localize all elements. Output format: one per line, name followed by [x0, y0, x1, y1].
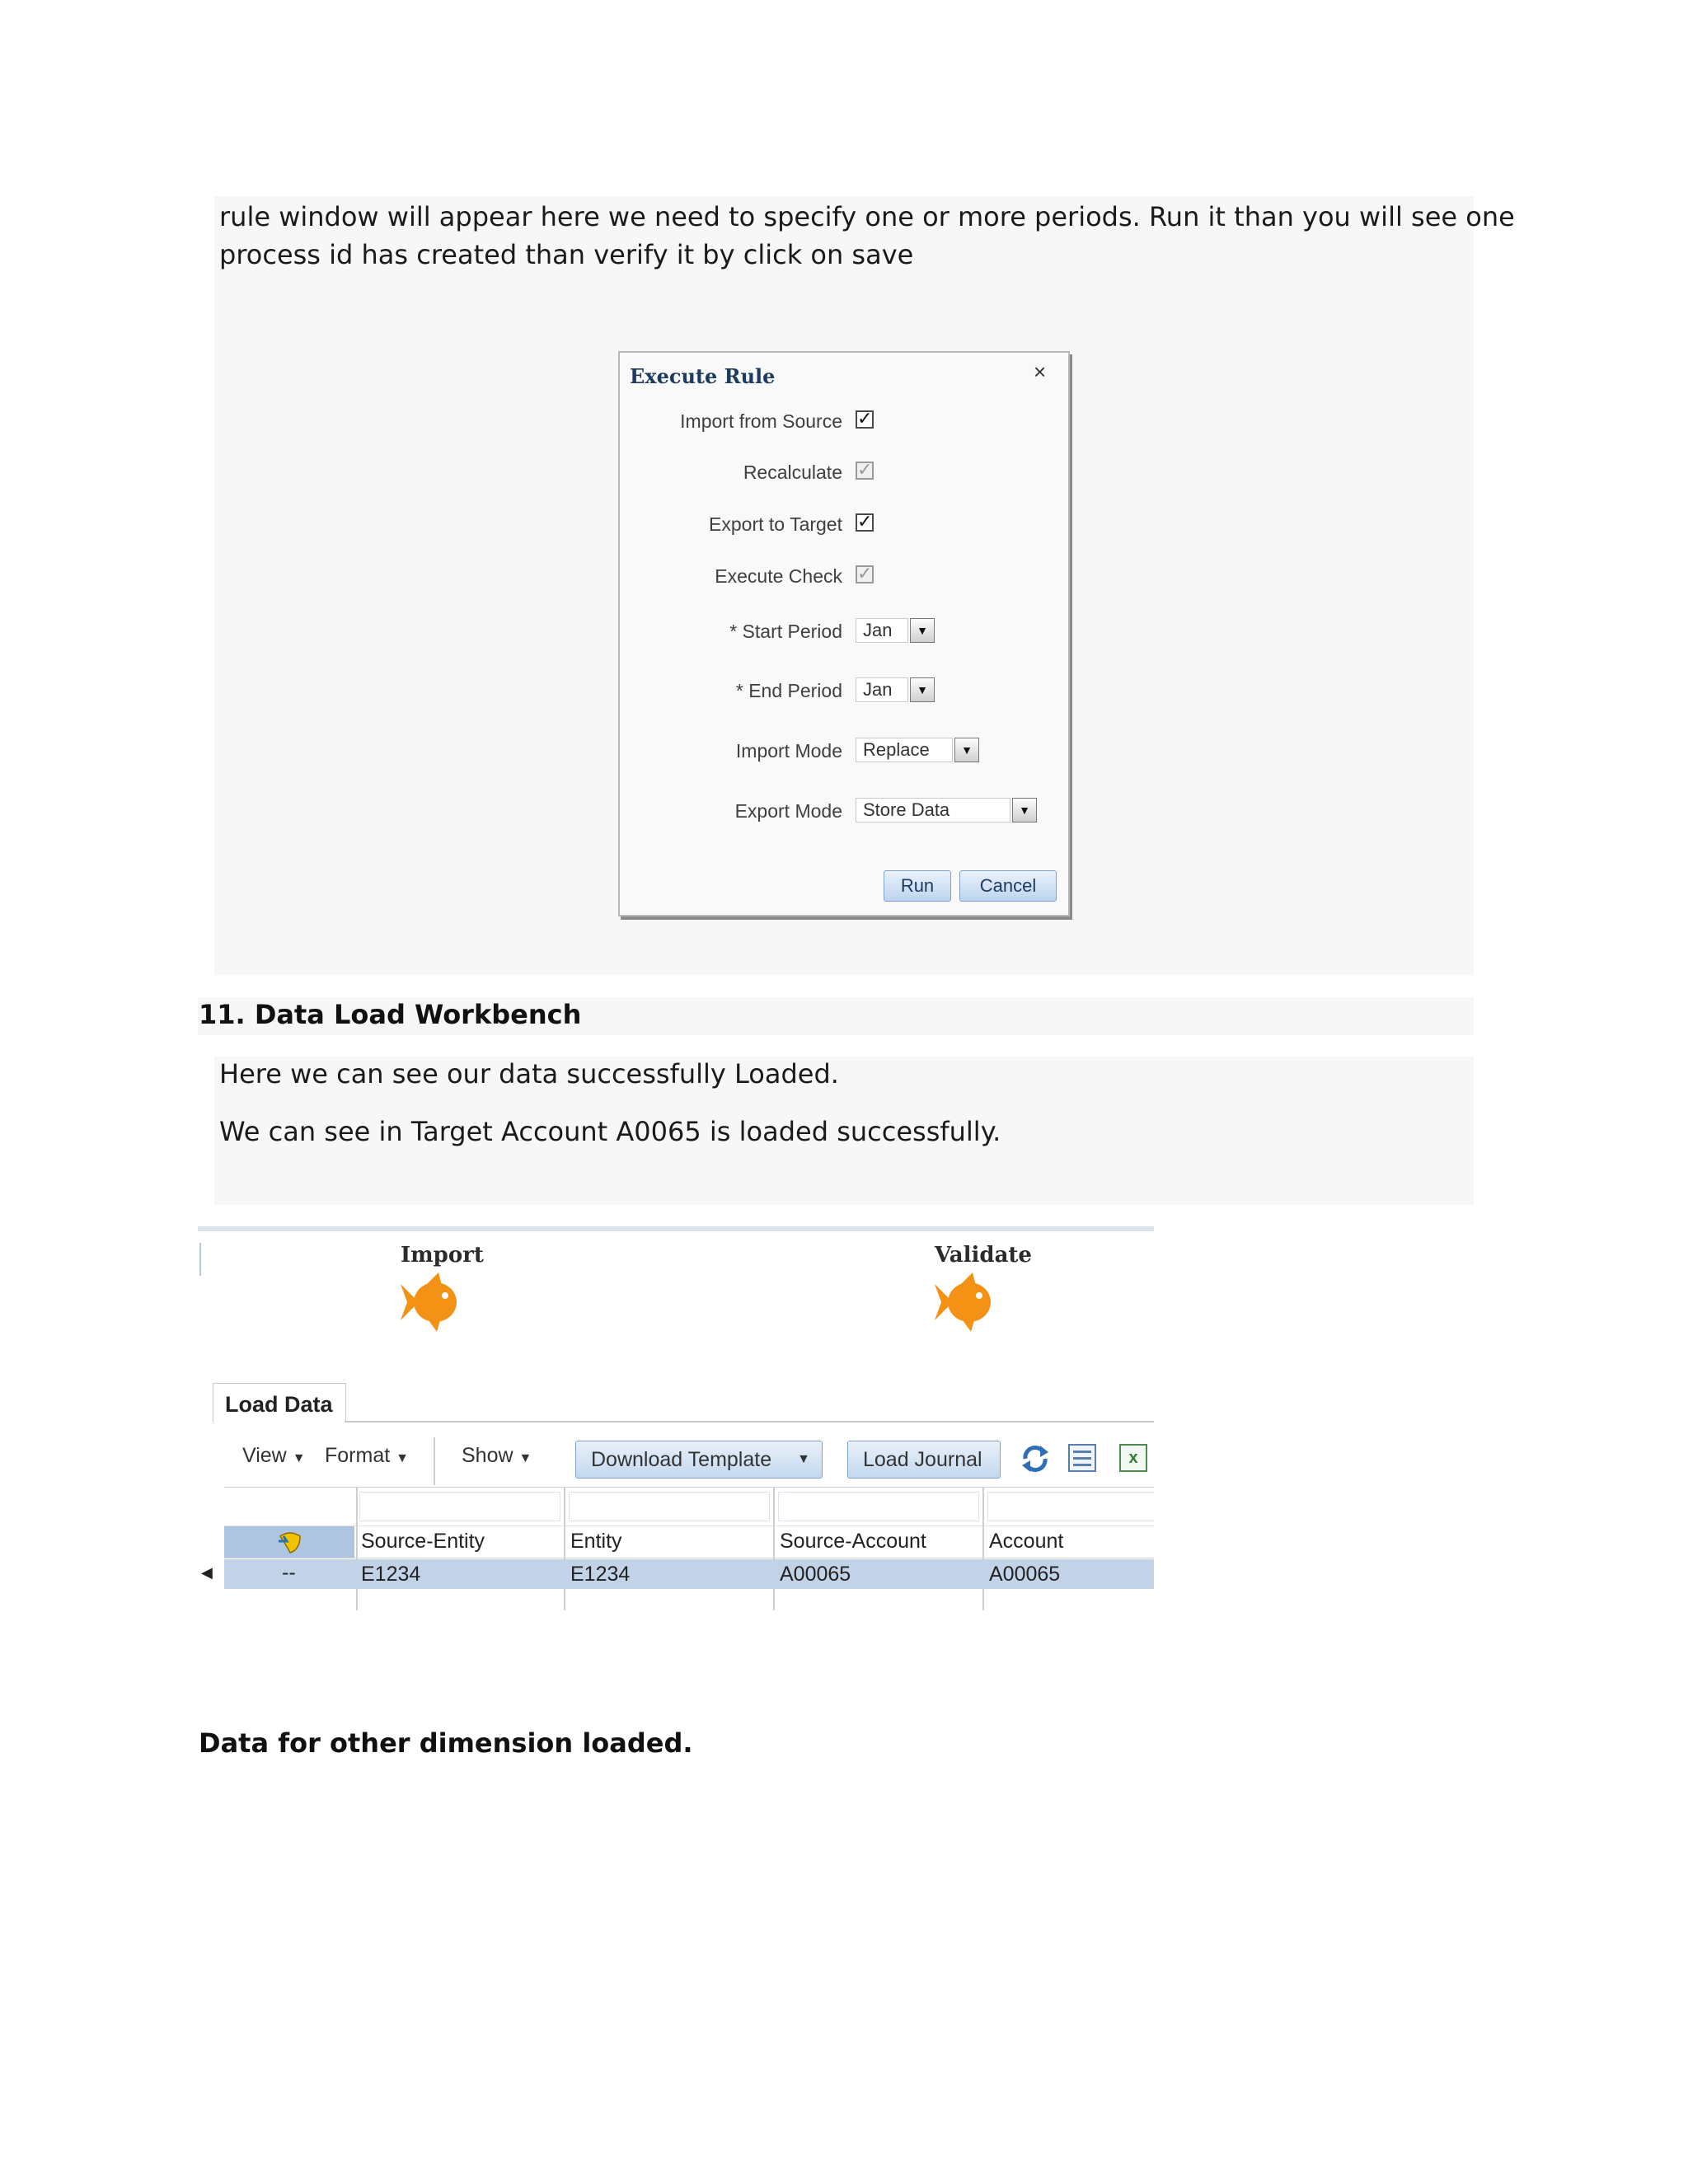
caret-down-icon: ▼: [292, 1451, 306, 1465]
column-header-source-account[interactable]: Source-Account: [780, 1530, 926, 1553]
fish-icon[interactable]: [399, 1272, 460, 1332]
caret-down-icon: ▼: [797, 1452, 810, 1466]
start-period-dropdown-icon[interactable]: ▼: [910, 618, 935, 643]
import-from-source-checkbox[interactable]: ✓: [857, 408, 873, 429]
cell-account: A00065: [989, 1563, 1061, 1586]
column-divider: [773, 1487, 775, 1610]
tab-load-data[interactable]: Load Data: [213, 1383, 346, 1422]
export-to-target-checkbox[interactable]: ✓: [857, 511, 873, 532]
start-period-label: * Start Period: [729, 621, 842, 642]
workbench-panel: [198, 1226, 1154, 1625]
export-mode-dropdown-icon[interactable]: ▼: [1012, 798, 1037, 823]
caret-down-icon: ▼: [518, 1451, 532, 1465]
download-template-button[interactable]: [575, 1441, 823, 1479]
column-divider: [564, 1487, 565, 1610]
import-mode-dropdown-icon[interactable]: ▼: [954, 738, 979, 762]
fish-icon[interactable]: [933, 1272, 994, 1332]
step-import-label: Import: [401, 1243, 484, 1268]
filter-input[interactable]: [359, 1492, 560, 1521]
import-mode-label: Import Mode: [735, 740, 842, 762]
close-icon[interactable]: ×: [1034, 359, 1047, 384]
row-marker: --: [282, 1561, 296, 1584]
desc-line-2: We can see in Target Account A0065 is loaded successfully.: [219, 1116, 1001, 1147]
collapse-arrow-icon[interactable]: ◀: [201, 1564, 213, 1581]
format-label: Format: [325, 1444, 391, 1467]
query-icon[interactable]: [1068, 1444, 1096, 1472]
show-menu[interactable]: [462, 1444, 532, 1468]
export-mode-select[interactable]: Store Data: [856, 798, 1010, 823]
cancel-button[interactable]: Cancel: [959, 870, 1057, 902]
caret-down-icon: ▼: [396, 1451, 409, 1465]
cell-source-entity: E1234: [361, 1563, 421, 1586]
tab-underline: [345, 1421, 1154, 1422]
execute-rule-dialog: [618, 351, 1070, 916]
recalculate-checkbox: ✓: [857, 459, 873, 480]
download-template-label: Download Template: [591, 1448, 772, 1471]
desc-line-1: Here we can see our data successfully Loaded.: [219, 1058, 839, 1090]
cell-source-account: A00065: [780, 1563, 851, 1586]
footer-heading: Data for other dimension loaded.: [199, 1727, 693, 1759]
column-divider: [356, 1487, 358, 1610]
import-mode-select[interactable]: Replace: [856, 738, 953, 762]
column-header-account[interactable]: Account: [989, 1530, 1064, 1553]
format-menu[interactable]: [325, 1444, 409, 1468]
load-journal-button[interactable]: Load Journal: [847, 1441, 1001, 1479]
column-header-source-entity[interactable]: Source-Entity: [361, 1530, 485, 1553]
run-button[interactable]: Run: [884, 870, 951, 902]
filter-input[interactable]: [569, 1492, 770, 1521]
refresh-icon[interactable]: [1019, 1442, 1052, 1475]
table-row[interactable]: [224, 1559, 1154, 1589]
left-border: [199, 1243, 201, 1276]
step-validate-label: Validate: [935, 1243, 1032, 1268]
intro-line-2: process id has created than verify it by click on save: [219, 239, 914, 270]
dialog-title: Execute Rule: [630, 364, 776, 388]
section-heading: 11. Data Load Workbench: [199, 999, 582, 1030]
execute-check-label: Execute Check: [715, 565, 842, 587]
column-header-entity[interactable]: Entity: [570, 1530, 622, 1553]
start-period-select[interactable]: Jan: [856, 618, 908, 643]
export-excel-icon[interactable]: x: [1119, 1444, 1147, 1472]
end-period-dropdown-icon[interactable]: ▼: [910, 677, 935, 702]
column-divider: [982, 1487, 984, 1610]
end-period-label: * End Period: [735, 680, 842, 701]
end-period-select[interactable]: Jan: [856, 677, 908, 702]
execute-check-checkbox: ✓: [857, 563, 873, 583]
view-label: View: [242, 1444, 287, 1467]
cell-entity: E1234: [570, 1563, 631, 1586]
show-label: Show: [462, 1444, 513, 1467]
panel-top-border: [198, 1226, 1154, 1231]
view-menu[interactable]: [242, 1444, 306, 1468]
intro-line-1: rule window will appear here we need to specify one or more periods. Run it than you will see one: [219, 201, 1515, 232]
select-all-icon[interactable]: [275, 1528, 305, 1556]
toolbar-separator: [434, 1437, 435, 1485]
filter-input[interactable]: [778, 1492, 979, 1521]
export-mode-label: Export Mode: [734, 800, 842, 822]
import-from-source-label: Import from Source: [680, 410, 842, 432]
export-to-target-label: Export to Target: [709, 513, 842, 535]
filter-input[interactable]: [987, 1492, 1154, 1521]
recalculate-label: Recalculate: [743, 462, 842, 483]
